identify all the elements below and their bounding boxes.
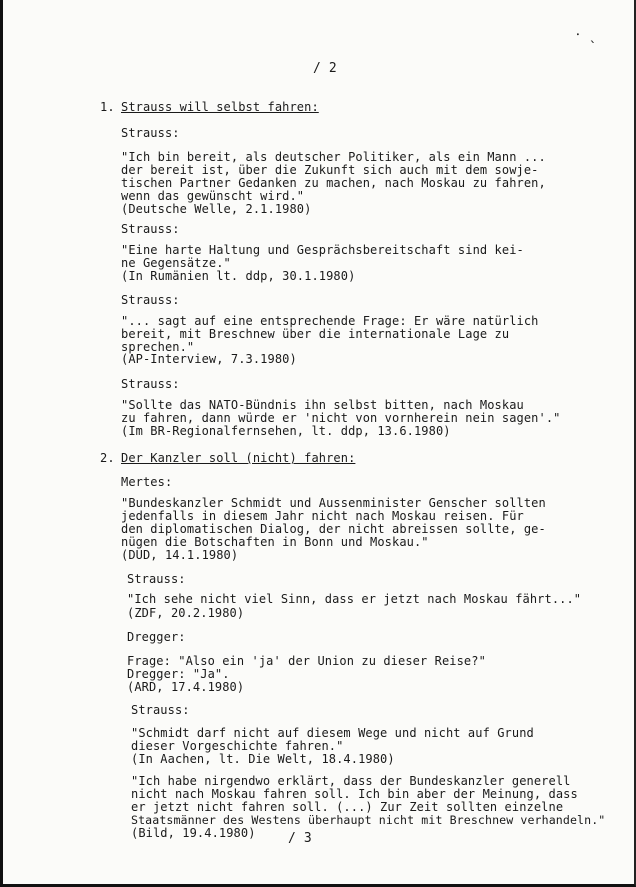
quote-source: (AP-Interview, 7.3.1980) bbox=[121, 352, 297, 366]
quote-line: "Bundeskanzler Schmidt und Aussenminister Genscher sollten bbox=[121, 496, 546, 510]
quote-speaker: Dregger: bbox=[127, 630, 186, 644]
page-number-bottom: / 3 bbox=[288, 831, 312, 846]
quote-speaker: Strauss: bbox=[131, 703, 190, 717]
quote-speaker: Strauss: bbox=[121, 293, 180, 307]
quote-line: "Ich sehe nicht viel Sinn, dass er jetzt nach Moskau fährt..." bbox=[127, 592, 582, 606]
quote-line: nicht nach Moskau fahren soll. Ich bin aber der Meinung, dass bbox=[131, 787, 578, 801]
section-title: Der Kanzler soll (nicht) fahren: bbox=[121, 451, 356, 465]
corner-scan-mark: ⸱ ˎ bbox=[576, 27, 597, 43]
quote-line: "Ich habe nirgendwo erklärt, dass der Bundeskanzler generell bbox=[131, 774, 571, 788]
quote-source: (Im BR-Regionalfernsehen, lt. ddp, 13.6.1980) bbox=[121, 424, 451, 438]
quote-source: (DUD, 14.1.1980) bbox=[121, 548, 239, 562]
quote-line: jedenfalls in diesem Jahr nicht nach Moskau reisen. Für bbox=[121, 509, 524, 523]
quote-speaker: Strauss: bbox=[121, 222, 180, 236]
quote-line: "Sollte das NATO-Bündnis ihn selbst bitten, nach Moskau bbox=[121, 398, 524, 412]
quote-line: bereit, mit Breschnew über die internationale Lage zu bbox=[121, 327, 510, 341]
quote-line: wenn das gewünscht wird." bbox=[121, 189, 305, 203]
quote-line: nügen die Botschaften in Bonn und Moskau." bbox=[121, 535, 429, 549]
section-number: 1. bbox=[100, 100, 115, 114]
quote-source: (Deutsche Welle, 2.1.1980) bbox=[121, 202, 312, 216]
quote-source: (In Rumänien lt. ddp, 30.1.1980) bbox=[121, 269, 356, 283]
quote-source: (Bild, 19.4.1980) bbox=[131, 826, 256, 840]
page-number-top: / 2 bbox=[313, 61, 337, 76]
quote-source: (ZDF, 20.2.1980) bbox=[127, 606, 245, 620]
quote-line: den diplomatischen Dialog, der nicht abreissen sollte, ge- bbox=[121, 522, 546, 536]
quote-line: tischen Partner Gedanken zu machen, nach Moskau zu fahren, bbox=[121, 176, 546, 190]
quote-source: (In Aachen, lt. Die Welt, 18.4.1980) bbox=[131, 752, 395, 766]
quote-line: "... sagt auf eine entsprechende Frage: Er wäre natürlich bbox=[121, 314, 539, 328]
quote-speaker: Strauss: bbox=[121, 377, 180, 391]
quote-speaker: Strauss: bbox=[121, 126, 180, 140]
quote-line: Frage: "Also ein 'ja' der Union zu dieser Reise?" bbox=[127, 654, 486, 668]
quote-line: er jetzt nicht fahren soll. (...) Zur Zeit sollten einzelne bbox=[131, 800, 564, 814]
quote-line: zu fahren, dann würde er 'nicht von vornherein nein sagen'." bbox=[121, 411, 561, 425]
quote-line: "Schmidt darf nicht auf diesem Wege und nicht auf Grund bbox=[131, 726, 534, 740]
quote-line: der bereit ist, über die Zukunft sich auch mit dem sowje- bbox=[121, 163, 539, 177]
quote-line: "Ich bin bereit, als deutscher Politiker, als ein Mann ... bbox=[121, 150, 546, 164]
quote-line: sprechen." bbox=[121, 340, 195, 354]
quote-source: (ARD, 17.4.1980) bbox=[127, 680, 245, 694]
quote-line: Staatsmänner des Westens überhaupt nicht mit Breschnew verhandeln." bbox=[131, 813, 606, 827]
quote-line: "Eine harte Haltung und Gesprächsbereitschaft sind kei- bbox=[121, 243, 524, 257]
quote-speaker: Mertes: bbox=[121, 475, 173, 489]
quote-line: ne Gegensätze." bbox=[121, 256, 231, 270]
quote-line: Dregger: "Ja". bbox=[127, 667, 230, 681]
quote-speaker: Strauss: bbox=[127, 572, 186, 586]
section-number: 2. bbox=[100, 451, 115, 465]
section-title: Strauss will selbst fahren: bbox=[121, 100, 319, 114]
quote-line: dieser Vorgeschichte fahren." bbox=[131, 739, 344, 753]
